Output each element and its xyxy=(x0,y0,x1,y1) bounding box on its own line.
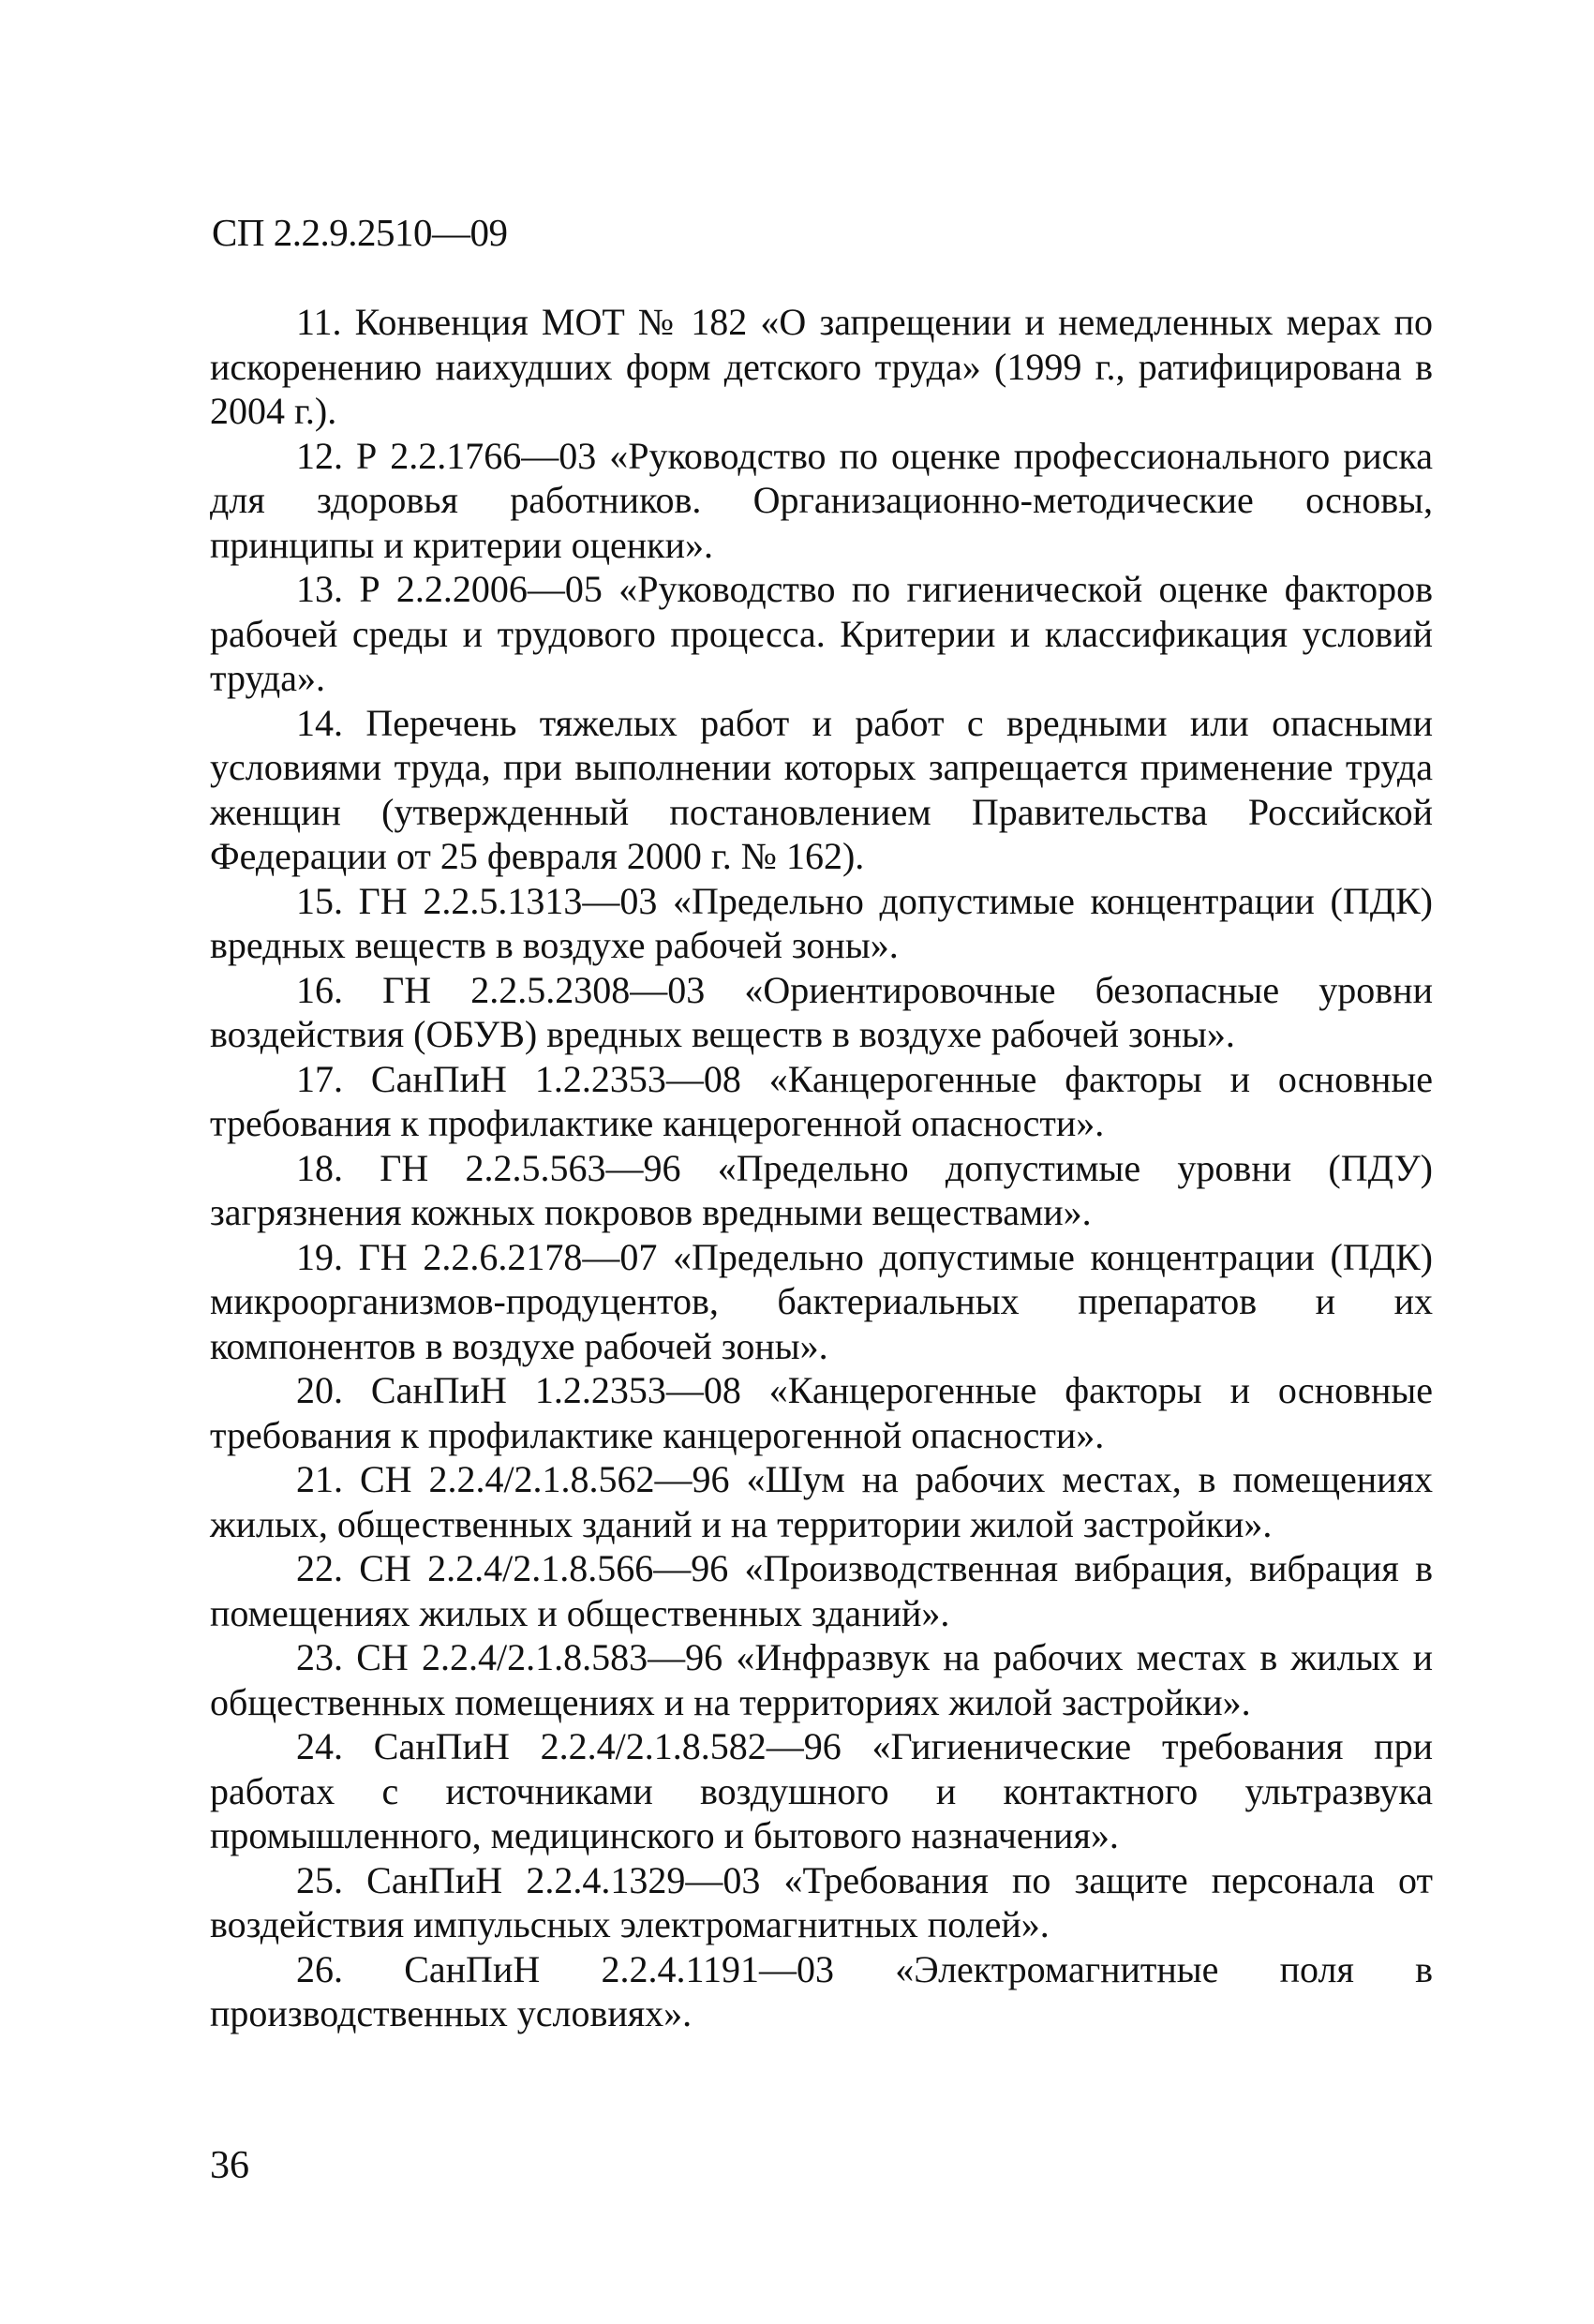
reference-item-17: 17. СанПиН 1.2.2353—08 «Канцерогенные факторы и основные требования к профилактике канцерогенной опасности». xyxy=(210,1057,1433,1144)
reference-item-22: 22. СН 2.2.4/2.1.8.566—96 «Производственная вибрация, вибрация в помещениях жилых и общественных зданий». xyxy=(210,1547,1433,1634)
reference-item-18: 18. ГН 2.2.5.563—96 «Предельно допустимые уровни (ПДУ) загрязнения кожных покровов вредными веществами». xyxy=(210,1146,1433,1233)
reference-item-14: 14. Перечень тяжелых работ и работ с вредными или опасными условиями труда, при выполнении которых запрещается применение труда женщин (утвержденный постановлением Правительства Российской Федерации от 25 февраля 2000 г. № 162). xyxy=(210,701,1433,877)
reference-item-20: 20. СанПиН 1.2.2353—08 «Канцерогенные факторы и основные требования к профилактике канцерогенной опасности». xyxy=(210,1369,1433,1456)
reference-item-23: 23. СН 2.2.4/2.1.8.583—96 «Инфразвук на рабочих местах в жилых и общественных помещениях и на территориях жилой застройки». xyxy=(210,1636,1433,1723)
reference-item-11: 11. Конвенция МОТ № 182 «О запрещении и немедленных мерах по искоренению наихудших форм детского труда» (1999 г., ратифицирована в 2004 г.). xyxy=(210,301,1433,432)
reference-item-24: 24. СанПиН 2.2.4/2.1.8.582—96 «Гигиенические требования при работах с источниками воздушного и контактного ультразвука промышленного, медицинского и бытового назначения». xyxy=(210,1725,1433,1856)
reference-item-21: 21. СН 2.2.4/2.1.8.562—96 «Шум на рабочих местах, в помещениях жилых, общественных зданий и на территории жилой застройки». xyxy=(210,1458,1433,1545)
reference-item-25: 25. СанПиН 2.2.4.1329—03 «Требования по защите персонала от воздействия импульсных электромагнитных полей». xyxy=(210,1858,1433,1945)
reference-item-19: 19. ГН 2.2.6.2178—07 «Предельно допустимые концентрации (ПДК) микроорганизмов-продуцентов, бактериальных препаратов и их компонентов в воздухе рабочей зоны». xyxy=(210,1235,1433,1367)
reference-list xyxy=(210,300,1433,2036)
reference-item-12: 12. Р 2.2.1766—03 «Руководство по оценке профессионального риска для здоровья работников. Организационно-методические основы, принципы и критерии оценки». xyxy=(210,434,1433,566)
page-number: 36 xyxy=(210,2144,249,2187)
document-code-header: СП 2.2.9.2510—09 xyxy=(212,211,508,254)
reference-item-15: 15. ГН 2.2.5.1313—03 «Предельно допустимые концентрации (ПДК) вредных веществ в воздухе рабочей зоны». xyxy=(210,879,1433,966)
reference-item-13: 13. Р 2.2.2006—05 «Руководство по гигиенической оценке факторов рабочей среды и трудового процесса. Критерии и классификация условий труда». xyxy=(210,568,1433,699)
reference-item-16: 16. ГН 2.2.5.2308—03 «Ориентировочные безопасные уровни воздействия (ОБУВ) вредных веществ в воздухе рабочей зоны». xyxy=(210,968,1433,1055)
reference-item-26: 26. СанПиН 2.2.4.1191—03 «Электромагнитные поля в производственных условиях». xyxy=(210,1947,1433,2034)
